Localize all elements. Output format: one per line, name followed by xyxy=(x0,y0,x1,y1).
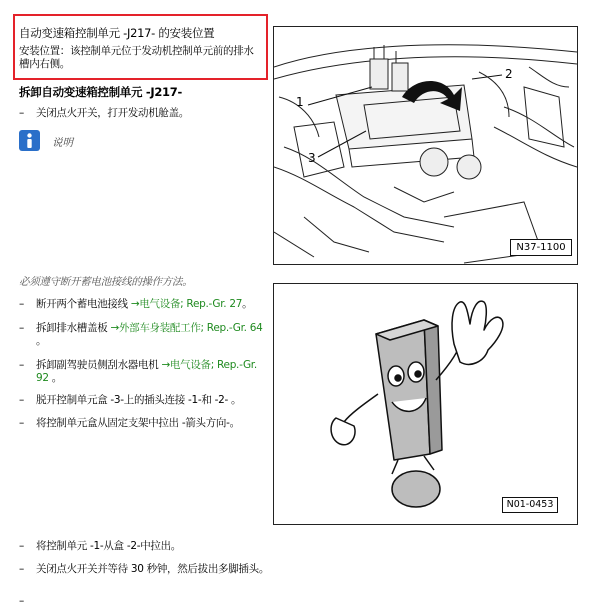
section-text: 安装位置：该控制单元位于发动机控制单元前的排水槽内右侧。 xyxy=(19,45,254,70)
step-suffix: 。 xyxy=(36,335,47,347)
dash: – xyxy=(19,107,25,119)
step-text: 将控制单元盒从固定支架中拉出 -箭头方向-。 xyxy=(36,417,240,429)
engine-bay-illustration xyxy=(274,27,577,264)
section-title: 自动变速箱控制单元 -J217- 的安装位置 xyxy=(19,26,215,40)
caution-text: 必须遵守断开蓄电池接线的操作方法。 xyxy=(19,276,193,288)
callout-1: 1 xyxy=(296,95,304,109)
warning-mascot-figure xyxy=(273,283,578,525)
step-text: 将控制单元 -1-从盒 -2-中拉出。 xyxy=(36,540,181,552)
callout-3: 3 xyxy=(308,151,316,165)
dash: – xyxy=(19,417,25,429)
dash: – xyxy=(19,540,25,552)
dash: – xyxy=(19,298,25,310)
dash: – xyxy=(19,359,25,371)
dash: – xyxy=(19,563,25,575)
step-suffix: 。 xyxy=(48,372,63,384)
dash: – xyxy=(19,394,25,406)
step-suffix: 。 xyxy=(242,298,253,310)
procedure-heading: 拆卸自动变速箱控制单元 -J217- xyxy=(19,85,182,99)
step-text: 关闭点火开关，打开发动机舱盖。 xyxy=(36,107,189,119)
note-label: 说明 xyxy=(52,137,73,149)
ref-link[interactable]: →电气设备; Rep.-Gr. 92 xyxy=(36,359,257,384)
step-text: 关闭点火开关并等待 30 秒钟，然后拔出多脚插头。 xyxy=(36,563,270,575)
dash: – xyxy=(19,595,25,607)
step-text: 拆卸排水槽盖板 xyxy=(36,322,111,334)
engine-bay-figure xyxy=(273,26,578,265)
callout-2: 2 xyxy=(505,67,513,81)
info-icon xyxy=(19,130,40,151)
dash: – xyxy=(19,322,25,334)
ref-link[interactable]: →外部车身装配工作; Rep.-Gr. 64 xyxy=(110,322,263,334)
figure-tag: N37-1100 xyxy=(510,239,572,256)
figure-tag: N01-0453 xyxy=(502,497,558,513)
exclamation-mascot-icon xyxy=(274,284,577,524)
ref-link[interactable]: →电气设备; Rep.-Gr. 27 xyxy=(130,298,243,310)
step-text: 断开两个蓄电池接线 xyxy=(36,298,131,310)
step-text: 脱开控制单元盒 -3-上的插头连接 -1-和 -2- 。 xyxy=(36,394,242,406)
step-text: 拆卸副驾驶员侧刮水器电机 xyxy=(36,359,162,371)
